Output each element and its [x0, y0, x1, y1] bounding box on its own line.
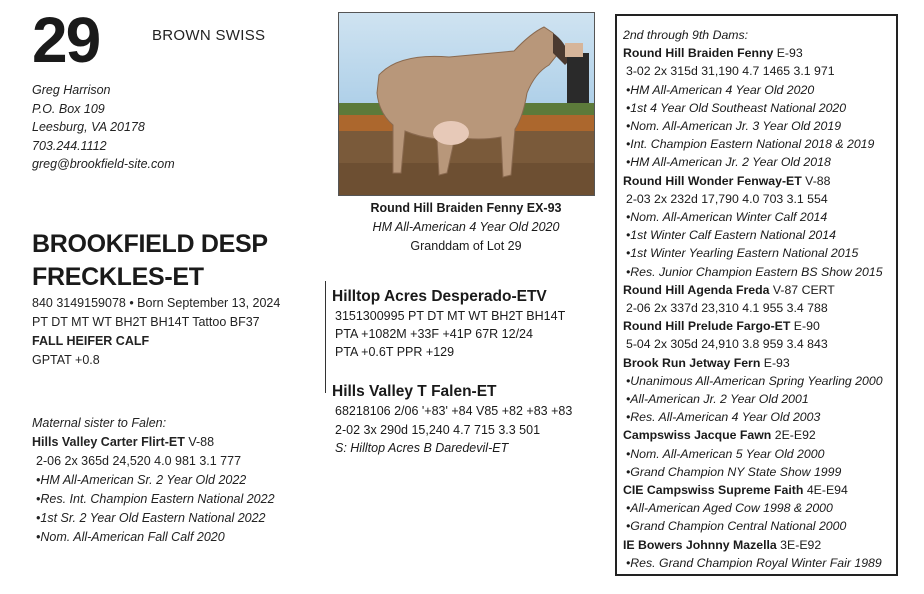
dam-entry-achievement: •1st 4 Year Old Southeast National 2020	[626, 100, 847, 115]
animal-gptat: GPTAT +0.8	[32, 353, 100, 367]
dam-entry-title: IE Bowers Johnny Mazella	[623, 537, 777, 552]
sire-name: Hilltop Acres Desperado-ETV	[332, 288, 547, 305]
sire-block	[332, 287, 565, 361]
animal-category: FALL HEIFER CALF	[32, 334, 150, 348]
maternal-sister-score: V-88	[184, 435, 215, 449]
dam-entry-achievement: •All-American Jr. 2 Year Old 2001	[626, 392, 809, 407]
maternal-sister-record: 2-06 2x 365d 24,520 4.0 981 3.1 777	[36, 454, 242, 468]
dam-entry-title: Round Hill Wonder Fenway-ET	[623, 173, 802, 188]
pedigree-divider	[325, 281, 326, 393]
animal-tests-line: PT DT MT WT BH2T BH14T Tattoo BF37	[32, 315, 260, 329]
dam-entry-achievement: •Int. Champion Eastern National 2018 & 2019	[626, 137, 875, 152]
dam-entry-achievement: •1st Winter Calf Eastern National 2014	[626, 228, 836, 243]
dam-name: Hills Valley T Falen-ET	[332, 383, 497, 400]
dam-entry-name	[623, 426, 883, 444]
dam-entry-achievement: •Res. Junior Champion Eastern BS Show 2015	[626, 264, 883, 279]
maternal-sister-achievement: •1st Sr. 2 Year Old Eastern National 2022	[36, 511, 266, 525]
breed-label: BROWN SWISS	[152, 27, 266, 44]
maternal-sister-heading: Maternal sister to Falen:	[32, 416, 167, 430]
animal-id-line: 840 3149159078 • Born September 13, 2024	[32, 296, 281, 310]
lot-number: 29	[32, 4, 100, 76]
dam-entry-record: 2-06 2x 337d 23,310 4.1 955 3.4 788	[626, 301, 828, 316]
maternal-sister-block	[32, 414, 275, 547]
cow-photo-illustration	[339, 13, 594, 195]
sire-line: 3151300995 PT DT MT WT BH2T BH14T	[335, 309, 566, 323]
dam-entry-achievement: •Nom. All-American Jr. 3 Year Old 2019	[626, 119, 842, 134]
cow-photo	[338, 12, 595, 196]
dam-entry-score: 4E-E94	[803, 483, 848, 498]
animal-name-line2: FRECKLES-ET	[32, 263, 204, 291]
dam-entry-achievement: •Grand Champion NY State Show 1999	[626, 464, 842, 479]
dam-entry-achievement: •Nom. All-American Winter Calf 2014	[626, 210, 828, 225]
dam-entry-score: E-90	[790, 319, 820, 334]
maternal-sister-achievement: •Nom. All-American Fall Calf 2020	[36, 530, 225, 544]
dam-line: 2-02 3x 290d 15,240 4.7 715 3.3 501	[335, 422, 541, 437]
dam-entry-score: V-88	[801, 173, 831, 188]
consignor-phone: 703.244.1112	[32, 138, 107, 153]
consignor-address: P.O. Box 109	[32, 101, 105, 116]
dam-entry-name	[623, 172, 883, 190]
dam-entry-score: 2E-E92	[771, 428, 816, 443]
dam-entry-achievement: •Unanimous All-American Spring Yearling 2000	[626, 373, 883, 388]
dam-entry-score: V-87 CERT	[769, 282, 835, 297]
consignor-name: Greg Harrison	[32, 83, 111, 97]
consignor-city: Leesburg, VA 20178	[32, 120, 145, 134]
dam-entry-name	[623, 354, 883, 372]
dam-entry-record: 2-03 2x 232d 17,790 4.0 703 3.1 554	[626, 191, 828, 206]
dam-sire: S: Hilltop Acres B Daredevil-ET	[335, 441, 509, 455]
dam-entry-name	[623, 481, 883, 499]
dam-entry-title: Round Hill Prelude Fargo-ET	[623, 319, 791, 334]
animal-info	[32, 294, 280, 370]
photo-caption-name: Round Hill Braiden Fenny EX-93	[370, 201, 562, 215]
dam-entry-achievement: •Res. Grand Champion Royal Winter Fair 1989	[626, 555, 882, 570]
dam-entry-achievement: •Nom. All-American 5 Year Old 2000	[626, 446, 825, 461]
dam-entry-name	[623, 281, 883, 299]
dam-entry-achievement: •Res. All-American 4 Year Old 2003	[626, 410, 821, 425]
dam-entry-name	[623, 317, 883, 335]
dam-line: 68218106 2/06 '+83' +84 V85 +82 +83 +83	[335, 404, 573, 418]
maternal-sister-name-line	[32, 433, 275, 452]
dam-entry-score: E-93	[773, 46, 803, 61]
animal-name-line1: BROOKFIELD DESP	[32, 230, 268, 258]
dam-entry-achievement: •HM All-American Jr. 2 Year Old 2018	[626, 155, 831, 170]
photo-caption-relation: Granddam of Lot 29	[410, 239, 522, 253]
dam-entry-title: CIE Campswiss Supreme Faith	[623, 483, 804, 498]
dam-entry-title: Brook Run Jetway Fern	[623, 355, 761, 370]
dam-block	[332, 382, 572, 458]
consignor-email: greg@brookfield-site.com	[32, 157, 175, 171]
consignor-contact	[32, 81, 175, 174]
dam-entry-record: 5-04 2x 305d 24,910 3.8 959 3.4 843	[626, 337, 828, 352]
dam-entry-title: Campswiss Jacque Fawn	[623, 428, 772, 443]
sire-line: PTA +0.6T PPR +129	[335, 345, 455, 359]
dam-entry-score: E-93	[760, 355, 790, 370]
maternal-sister-achievement: •Res. Int. Champion Eastern National 2022	[36, 492, 275, 506]
dam-entry-name	[623, 44, 883, 62]
animal-name	[32, 228, 268, 294]
dam-entry-achievement: •All-American Aged Cow 1998 & 2000	[626, 501, 833, 516]
dam-entry-record: 3-02 2x 315d 31,190 4.7 1465 3.1 971	[626, 64, 835, 79]
maternal-sister-achievement: •HM All-American Sr. 2 Year Old 2022	[36, 473, 247, 487]
dam-entry-achievement: •1st Winter Yearling Eastern National 2015	[626, 246, 859, 261]
dam-entry-score: 3E-E92	[776, 537, 822, 552]
dam-entry-achievement: •HM All-American 4 Year Old 2020	[626, 82, 815, 97]
dams-heading: 2nd through 9th Dams:	[623, 28, 749, 42]
dam-entry-name	[623, 536, 883, 554]
photo-caption	[330, 199, 602, 256]
dam-entry-title: Round Hill Braiden Fenny	[623, 46, 774, 61]
dam-entry-title: Round Hill Agenda Freda	[623, 282, 770, 297]
photo-caption-award: HM All-American 4 Year Old 2020	[372, 220, 560, 234]
maternal-sister-name: Hills Valley Carter Flirt-ET	[32, 435, 185, 449]
dams-list	[623, 26, 883, 572]
sire-line: PTA +1082M +33F +41P 67R 12/24	[335, 327, 533, 341]
dam-entry-achievement: •Grand Champion Central National 2000	[626, 519, 847, 534]
